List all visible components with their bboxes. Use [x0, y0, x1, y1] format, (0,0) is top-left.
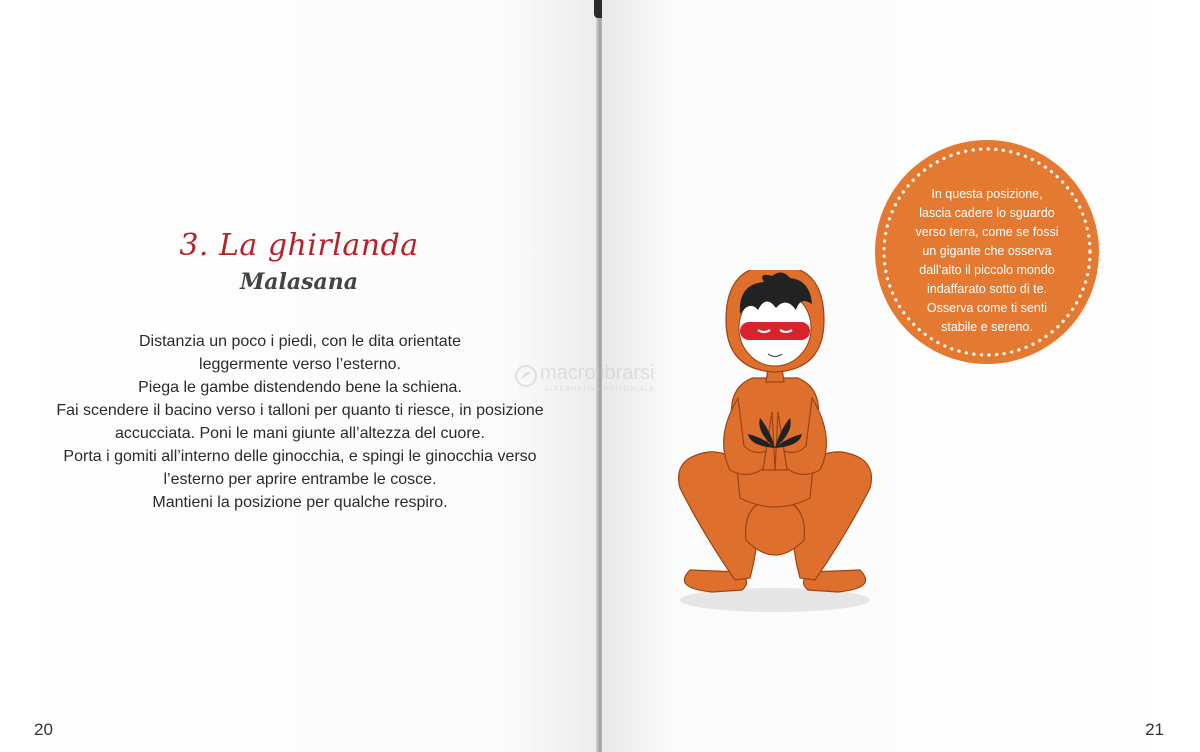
instruction-line: Porta i gomiti all’interno delle ginocchia, e spingi le ginocchia verso — [63, 448, 537, 465]
tip-line: lascia cadere lo sguardo — [919, 206, 1055, 220]
tip-line: Osserva come ti senti — [926, 301, 1048, 315]
title-block — [0, 228, 598, 295]
tip-badge — [875, 140, 1099, 364]
watermark-leaf-icon — [514, 364, 538, 388]
tip-line: In questa posizione, — [931, 187, 1043, 201]
pose-title: 3. La ghirlanda — [179, 228, 419, 263]
instruction-line: l’esterno per aprire entrambe le cosce. — [163, 471, 437, 488]
tip-line: verso terra, come se fossi — [915, 225, 1059, 239]
instruction-line: Mantieni la posizione per qualche respiro. — [152, 494, 448, 511]
child-garland-pose-illustration — [660, 270, 890, 620]
instruction-line: accucciata. Poni le mani giunte all’altezza del cuore. — [115, 425, 485, 442]
page-number-left: 20 — [34, 720, 53, 739]
watermark-name: macrolibrarsi — [540, 362, 655, 384]
left-page — [0, 0, 598, 752]
instruction-line: Piega le gambe distendendo bene la schiena. — [138, 379, 462, 396]
tip-line: dall’alto il piccolo mondo — [919, 263, 1055, 277]
tip-line: stabile e sereno. — [941, 320, 1033, 334]
page-number-right: 21 — [1145, 720, 1164, 739]
tip-line: indaffarato sotto di te. — [927, 282, 1047, 296]
instructions-text — [30, 330, 570, 514]
red-mask — [740, 322, 810, 340]
instruction-line: leggermente verso l’esterno. — [199, 356, 401, 373]
instruction-line: Distanzia un poco i piedi, con le dita orientate — [139, 333, 461, 350]
instruction-line: Fai scendere il bacino verso i talloni per quanto ti riesce, in posizione — [56, 402, 544, 419]
watermark-tagline: ALTERNATIVA EDITORIALE — [544, 386, 656, 393]
tip-line: un gigante che osserva — [922, 244, 1052, 258]
pose-sanskrit-name: Malasana — [239, 269, 359, 295]
tip-text — [897, 185, 1077, 337]
